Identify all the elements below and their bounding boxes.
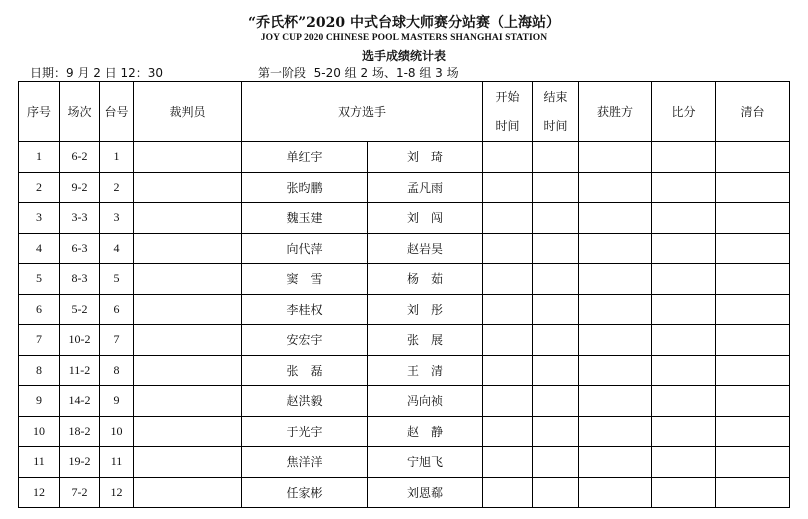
stage-label: 第一阶段 5-20 组 2 场、1-8 组 3 场 [258, 66, 459, 80]
header-players: 双方选手 [242, 82, 483, 142]
cell-score[interactable] [652, 233, 716, 264]
cell-start-time[interactable] [483, 477, 533, 508]
header-end-line2: 时间 [543, 118, 568, 133]
cell-seq: 8 [19, 355, 60, 386]
cell-table-no: 3 [100, 203, 134, 234]
cell-winner[interactable] [579, 477, 652, 508]
cell-start-time[interactable] [483, 355, 533, 386]
cell-start-time[interactable] [483, 203, 533, 234]
table-row [19, 294, 790, 325]
cell-end-time[interactable] [533, 264, 579, 295]
cell-seq: 4 [19, 233, 60, 264]
cell-score[interactable] [652, 264, 716, 295]
cell-clear[interactable] [716, 477, 790, 508]
cell-seq: 11 [19, 447, 60, 478]
cell-table-no: 5 [100, 264, 134, 295]
cell-seq: 9 [19, 386, 60, 417]
header-score: 比分 [652, 82, 716, 142]
cell-start-time[interactable] [483, 447, 533, 478]
cell-end-time[interactable] [533, 355, 579, 386]
cell-player-b: 王 清 [368, 355, 483, 386]
cell-score[interactable] [652, 203, 716, 234]
cell-player-a: 安宏宇 [242, 325, 368, 356]
header-seq: 序号 [19, 82, 60, 142]
cell-match: 8-3 [60, 264, 100, 295]
cell-match: 14-2 [60, 386, 100, 417]
cell-end-time[interactable] [533, 172, 579, 203]
results-table [18, 81, 790, 508]
cell-player-a: 李桂权 [242, 294, 368, 325]
cell-winner[interactable] [579, 233, 652, 264]
header-clear: 清台 [716, 82, 790, 142]
cell-match: 6-2 [60, 142, 100, 173]
cell-clear[interactable] [716, 172, 790, 203]
cell-referee[interactable] [134, 264, 242, 295]
cell-referee[interactable] [134, 447, 242, 478]
table-row [19, 355, 790, 386]
cell-start-time[interactable] [483, 416, 533, 447]
cell-end-time[interactable] [533, 233, 579, 264]
table-row [19, 447, 790, 478]
cell-player-a: 于光宇 [242, 416, 368, 447]
cell-seq: 2 [19, 172, 60, 203]
cell-player-a: 单红宇 [242, 142, 368, 173]
header-referee: 裁判员 [134, 82, 242, 142]
cell-score[interactable] [652, 416, 716, 447]
cell-match: 7-2 [60, 477, 100, 508]
cell-clear[interactable] [716, 355, 790, 386]
cell-score[interactable] [652, 355, 716, 386]
cell-seq: 5 [19, 264, 60, 295]
cell-clear[interactable] [716, 142, 790, 173]
cell-player-a: 张昀鹏 [242, 172, 368, 203]
cell-start-time[interactable] [483, 294, 533, 325]
document-title: “乔氏杯”2020 中式台球大师赛分站赛（上海站） [248, 15, 560, 31]
cell-start-time[interactable] [483, 264, 533, 295]
date-label: 日期：9 月 2 日 12：30 [30, 66, 164, 80]
table-row [19, 233, 790, 264]
cell-player-b: 赵 静 [368, 416, 483, 447]
cell-player-a: 赵洪毅 [242, 386, 368, 417]
cell-player-b: 刘 彤 [368, 294, 483, 325]
cell-start-time[interactable] [483, 386, 533, 417]
cell-referee[interactable] [134, 233, 242, 264]
cell-player-a: 魏玉建 [242, 203, 368, 234]
cell-winner[interactable] [579, 386, 652, 417]
cell-player-a: 焦洋洋 [242, 447, 368, 478]
cell-score[interactable] [652, 477, 716, 508]
cell-clear[interactable] [716, 325, 790, 356]
cell-match: 3-3 [60, 203, 100, 234]
cell-end-time[interactable] [533, 294, 579, 325]
cell-winner[interactable] [579, 142, 652, 173]
cell-table-no: 11 [100, 447, 134, 478]
cell-table-no: 10 [100, 416, 134, 447]
cell-start-time[interactable] [483, 142, 533, 173]
cell-clear[interactable] [716, 233, 790, 264]
cell-referee[interactable] [134, 325, 242, 356]
cell-winner[interactable] [579, 264, 652, 295]
table-row [19, 203, 790, 234]
cell-referee[interactable] [134, 355, 242, 386]
cell-end-time[interactable] [533, 477, 579, 508]
cell-seq: 10 [19, 416, 60, 447]
cell-end-time[interactable] [533, 416, 579, 447]
cell-table-no: 7 [100, 325, 134, 356]
cell-referee[interactable] [134, 203, 242, 234]
cell-end-time[interactable] [533, 386, 579, 417]
header-match: 场次 [60, 82, 100, 142]
cell-player-a: 任家彬 [242, 477, 368, 508]
cell-player-b: 赵岩昊 [368, 233, 483, 264]
cell-end-time[interactable] [533, 325, 579, 356]
cell-clear[interactable] [716, 264, 790, 295]
table-header-row [19, 82, 790, 142]
cell-referee[interactable] [134, 172, 242, 203]
table-row [19, 386, 790, 417]
cell-start-time[interactable] [483, 233, 533, 264]
cell-seq: 1 [19, 142, 60, 173]
cell-table-no: 8 [100, 355, 134, 386]
header-start-line1: 开始 [495, 89, 520, 104]
table-row [19, 264, 790, 295]
table-row [19, 477, 790, 508]
cell-table-no: 9 [100, 386, 134, 417]
cell-start-time[interactable] [483, 325, 533, 356]
header-start-line2: 时间 [495, 118, 520, 133]
cell-referee[interactable] [134, 142, 242, 173]
cell-end-time[interactable] [533, 447, 579, 478]
cell-seq: 3 [19, 203, 60, 234]
table-row [19, 142, 790, 173]
cell-score[interactable] [652, 325, 716, 356]
cell-player-b: 刘恩郗 [368, 477, 483, 508]
cell-player-a: 向代萍 [242, 233, 368, 264]
cell-match: 6-3 [60, 233, 100, 264]
table-row [19, 172, 790, 203]
cell-winner[interactable] [579, 203, 652, 234]
cell-clear[interactable] [716, 416, 790, 447]
cell-table-no: 12 [100, 477, 134, 508]
cell-end-time[interactable] [533, 142, 579, 173]
cell-match: 9-2 [60, 172, 100, 203]
cell-player-b: 张 展 [368, 325, 483, 356]
cell-match: 10-2 [60, 325, 100, 356]
cell-end-time[interactable] [533, 203, 579, 234]
cell-match: 19-2 [60, 447, 100, 478]
cell-match: 11-2 [60, 355, 100, 386]
document-subtitle-english: JOY CUP 2020 CHINESE POOL MASTERS SHANGHAI STATION [260, 33, 548, 43]
cell-winner[interactable] [579, 172, 652, 203]
cell-clear[interactable] [716, 203, 790, 234]
cell-winner[interactable] [579, 416, 652, 447]
cell-table-no: 2 [100, 172, 134, 203]
cell-seq: 12 [19, 477, 60, 508]
cell-clear[interactable] [716, 294, 790, 325]
cell-clear[interactable] [716, 386, 790, 417]
cell-referee[interactable] [134, 294, 242, 325]
cell-winner[interactable] [579, 447, 652, 478]
cell-score[interactable] [652, 447, 716, 478]
cell-start-time[interactable] [483, 172, 533, 203]
cell-score[interactable] [652, 294, 716, 325]
cell-referee[interactable] [134, 477, 242, 508]
cell-player-b: 刘 闯 [368, 203, 483, 234]
cell-player-a: 张 磊 [242, 355, 368, 386]
cell-winner[interactable] [579, 325, 652, 356]
header-end-time [533, 82, 579, 142]
header-table-no: 台号 [100, 82, 134, 142]
cell-match: 5-2 [60, 294, 100, 325]
cell-clear[interactable] [716, 447, 790, 478]
cell-seq: 7 [19, 325, 60, 356]
cell-referee[interactable] [134, 386, 242, 417]
cell-seq: 6 [19, 294, 60, 325]
cell-table-no: 1 [100, 142, 134, 173]
document-subtitle: 选手成绩统计表 [361, 49, 446, 63]
cell-player-b: 刘 琦 [368, 142, 483, 173]
cell-player-b: 孟凡雨 [368, 172, 483, 203]
table-row [19, 325, 790, 356]
cell-table-no: 6 [100, 294, 134, 325]
cell-player-b: 宁旭飞 [368, 447, 483, 478]
header-start-time [483, 82, 533, 142]
table-row [19, 416, 790, 447]
cell-score[interactable] [652, 386, 716, 417]
cell-table-no: 4 [100, 233, 134, 264]
cell-match: 18-2 [60, 416, 100, 447]
cell-referee[interactable] [134, 416, 242, 447]
header-winner: 获胜方 [579, 82, 652, 142]
cell-player-b: 杨 茹 [368, 264, 483, 295]
cell-winner[interactable] [579, 294, 652, 325]
cell-score[interactable] [652, 172, 716, 203]
cell-winner[interactable] [579, 355, 652, 386]
cell-player-b: 冯向祯 [368, 386, 483, 417]
cell-player-a: 窦 雪 [242, 264, 368, 295]
cell-score[interactable] [652, 142, 716, 173]
header-end-line1: 结束 [543, 89, 568, 104]
